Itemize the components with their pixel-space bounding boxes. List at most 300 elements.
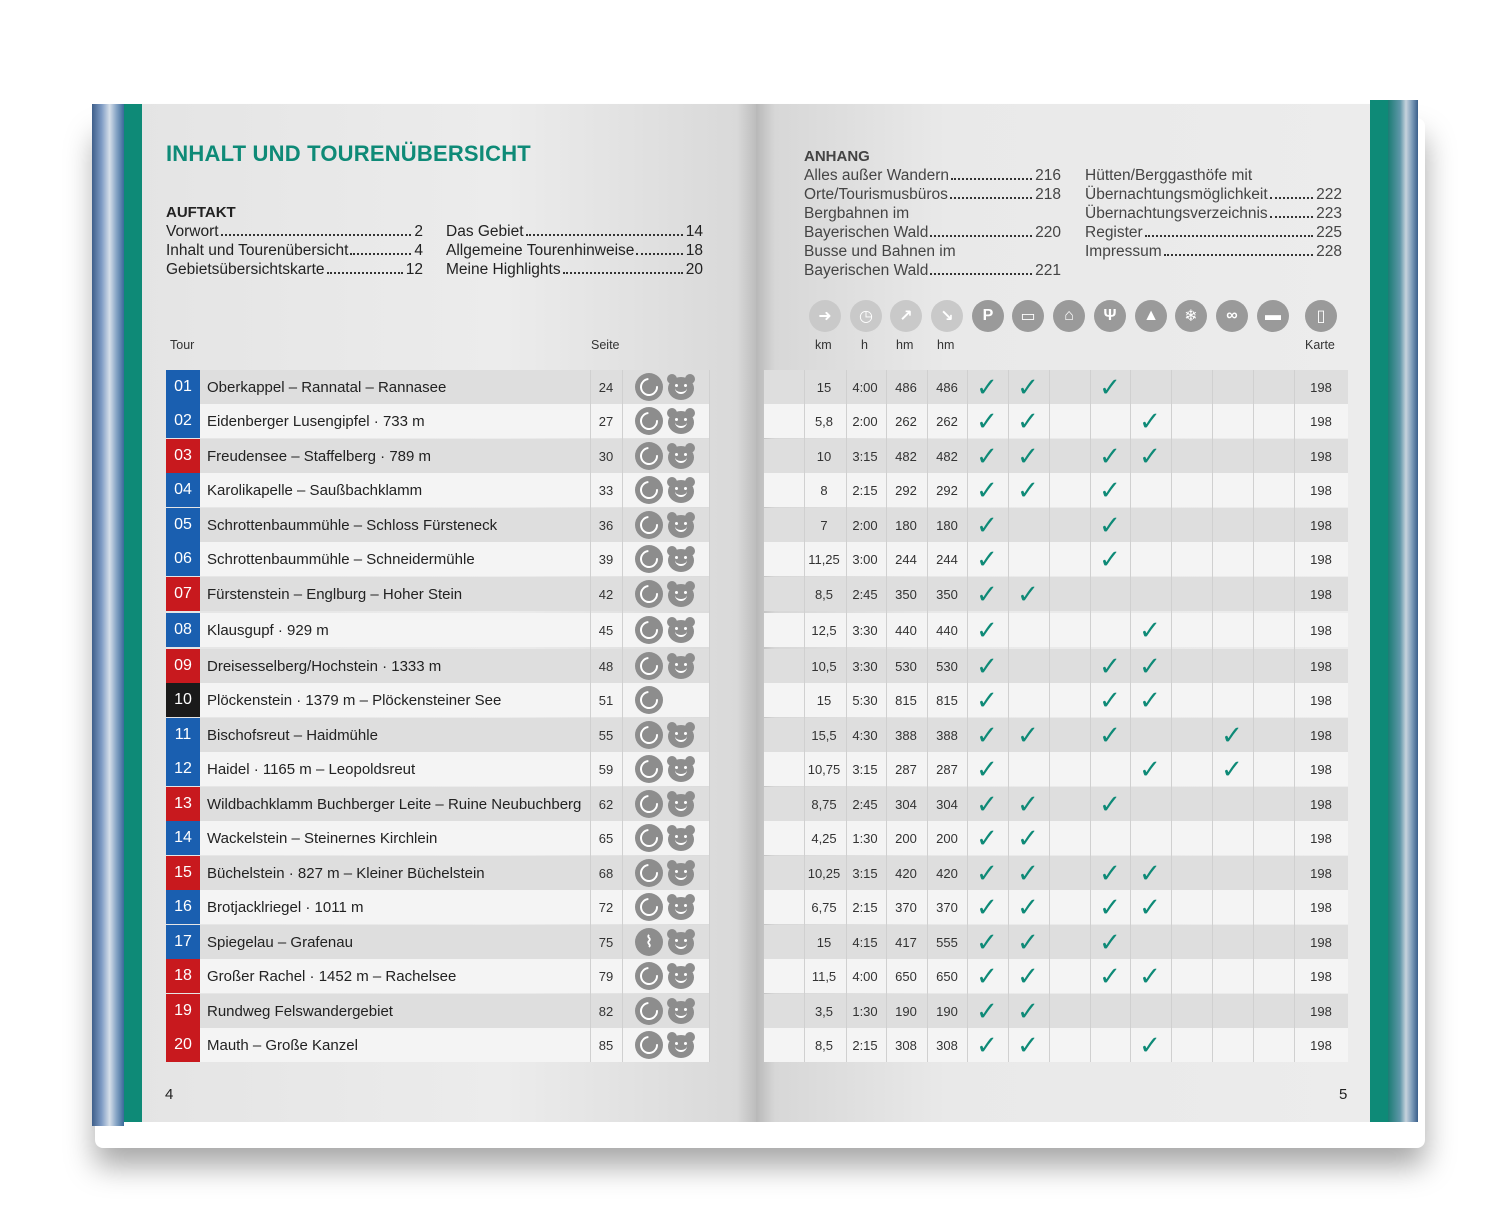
- column-divider: [1090, 370, 1091, 1062]
- tour-down: 304: [936, 796, 958, 812]
- column-divider: [1130, 370, 1131, 1062]
- tour-up: 650: [895, 968, 917, 984]
- check-icon: ✓: [976, 544, 998, 574]
- toc-entry[interactable]: [1085, 166, 1342, 185]
- tour-h: 5:30: [852, 692, 878, 708]
- check-icon: ✓: [1099, 892, 1121, 922]
- hut-icon: ▲: [1135, 300, 1167, 332]
- tour-km: 15: [816, 692, 832, 708]
- toc-entry[interactable]: [804, 204, 1061, 223]
- family-friendly-icon: [667, 1032, 695, 1058]
- page-title: INHALT UND TOURENÜBERSICHT: [166, 141, 531, 166]
- tour-karte: 198: [1310, 551, 1332, 567]
- toc-entry[interactable]: [1085, 223, 1342, 242]
- tour-name[interactable]: Karolikapelle – Saußbachklamm: [207, 481, 423, 499]
- clock-icon: ◷: [850, 300, 882, 332]
- column-divider: [1008, 370, 1009, 1062]
- tour-down: 482: [936, 448, 958, 464]
- tour-number: 20: [166, 1028, 200, 1062]
- tour-page: 85: [598, 1037, 614, 1053]
- check-icon: ✓: [976, 441, 998, 471]
- tour-karte: 198: [1310, 413, 1332, 429]
- toc-page: 225: [1316, 224, 1342, 241]
- loop-route-icon: [635, 652, 663, 680]
- column-divider: [886, 370, 887, 1062]
- toc-label: Busse und Bahnen im: [804, 243, 956, 260]
- toc-dots: [951, 166, 1032, 180]
- tour-name[interactable]: Haidel · 1165 m – Leopoldsreut: [207, 760, 416, 778]
- family-friendly-icon: [667, 894, 695, 920]
- icon-inner: [636, 963, 661, 988]
- loop-route-icon: [635, 962, 663, 990]
- toc-label: Bayerischen Wald: [804, 224, 929, 241]
- tour-number: 05: [166, 508, 200, 542]
- family-friendly-icon: [667, 443, 695, 469]
- check-icon: ✓: [1017, 720, 1039, 750]
- loop-route-icon: [635, 476, 663, 504]
- toc-page: 2: [414, 223, 423, 240]
- tour-up: 482: [895, 448, 917, 464]
- tour-name[interactable]: Schrottenbaummühle – Schneidermühle: [207, 550, 475, 568]
- check-icon: ✓: [976, 754, 998, 784]
- column-divider: [622, 370, 623, 1062]
- col-tour: Tour: [170, 338, 195, 352]
- tour-page: 79: [598, 968, 614, 984]
- teal-strip-left: [124, 104, 142, 1122]
- toc-entry[interactable]: [804, 166, 1061, 185]
- column-divider: [846, 370, 847, 1062]
- toc-label: Meine Highlights: [446, 261, 561, 278]
- tour-karte: 198: [1310, 761, 1332, 777]
- tour-km: 10,75: [807, 761, 841, 777]
- toc-page: 18: [685, 242, 703, 259]
- cable-car-icon: ⌂: [1053, 300, 1085, 332]
- loop-route-icon: [635, 407, 663, 435]
- tour-name[interactable]: Wackelstein – Steinernes Kirchlein: [207, 829, 438, 847]
- zigzag-route-icon: [635, 928, 663, 956]
- tour-number: 15: [166, 856, 200, 890]
- anhang-heading: ANHANG: [804, 148, 870, 165]
- icon-inner: [636, 477, 661, 502]
- icon-inner: ⌇: [645, 934, 653, 951]
- icon-inner: [636, 408, 661, 433]
- tour-number: 10: [166, 683, 200, 717]
- bus-icon: ▭: [1012, 300, 1044, 332]
- tour-name[interactable]: Spiegelau – Grafenau: [207, 933, 353, 951]
- tour-karte: 198: [1310, 448, 1332, 464]
- col-h: h: [861, 338, 868, 352]
- toc-entry[interactable]: [1085, 242, 1342, 261]
- tour-down: 262: [936, 413, 958, 429]
- tour-number: 02: [166, 404, 200, 438]
- tour-h: 3:15: [852, 865, 878, 881]
- toc-label: Vorwort: [166, 223, 219, 240]
- toc-dots: [930, 261, 1032, 275]
- col-km: km: [815, 338, 832, 352]
- tour-name[interactable]: Dreisesselberg/Hochstein · 1333 m: [207, 657, 442, 675]
- tour-up: 308: [895, 1037, 917, 1053]
- family-friendly-icon: [667, 374, 695, 400]
- loop-route-icon: [635, 373, 663, 401]
- check-icon: ✓: [976, 1030, 998, 1060]
- auftakt-list-1: [166, 222, 423, 279]
- tour-km: 8,5: [814, 586, 834, 602]
- check-icon: ✓: [976, 823, 998, 853]
- check-icon: ✓: [1099, 510, 1121, 540]
- tour-page: 42: [598, 586, 614, 602]
- tour-up: 304: [895, 796, 917, 812]
- tour-page: 24: [598, 379, 614, 395]
- anhang-list-2: [1085, 166, 1342, 261]
- toc-entry[interactable]: [1085, 204, 1342, 223]
- tour-number: 01: [166, 370, 200, 404]
- check-icon: ✓: [1139, 1030, 1161, 1060]
- tour-up: 190: [895, 1003, 917, 1019]
- tour-number: 16: [166, 890, 200, 924]
- tour-h: 2:15: [852, 482, 878, 498]
- toc-entry[interactable]: [804, 185, 1061, 204]
- tour-name[interactable]: Fürstenstein – Englburg – Hoher Stein: [207, 585, 463, 603]
- toc-entry[interactable]: [804, 261, 1061, 280]
- tour-name[interactable]: Freudensee – Staffelberg · 789 m: [207, 447, 432, 465]
- check-icon: ✓: [1139, 961, 1161, 991]
- tour-name[interactable]: Brotjacklriegel · 1011 m: [207, 898, 364, 916]
- check-icon: ✓: [976, 510, 998, 540]
- tour-up: 417: [895, 934, 917, 950]
- tour-karte: 198: [1310, 899, 1332, 915]
- column-divider: [1294, 370, 1295, 1062]
- check-icon: ✓: [1099, 858, 1121, 888]
- column-divider: [1171, 370, 1172, 1062]
- check-icon: ✓: [1099, 651, 1121, 681]
- check-icon: ✓: [976, 996, 998, 1026]
- column-divider: [590, 370, 591, 1062]
- tour-name[interactable]: Bischofsreut – Haidmühle: [207, 726, 378, 744]
- toc-dots: [950, 185, 1032, 199]
- tour-down: 190: [936, 1003, 958, 1019]
- check-icon: ✓: [976, 720, 998, 750]
- check-icon: ✓: [1099, 961, 1121, 991]
- tour-number: 09: [166, 649, 200, 683]
- tour-up: 350: [895, 586, 917, 602]
- check-icon: ✓: [976, 475, 998, 505]
- icon-inner: [636, 894, 661, 919]
- tour-number: 17: [166, 925, 200, 959]
- toc-label: Bergbahnen im: [804, 205, 910, 222]
- tour-km: 10,5: [811, 658, 837, 674]
- tour-name[interactable]: Großer Rachel · 1452 m – Rachelsee: [207, 967, 457, 985]
- check-icon: ✓: [1221, 720, 1243, 750]
- loop-route-icon: [635, 790, 663, 818]
- family-friendly-icon: [667, 963, 695, 989]
- parking-icon: P: [972, 300, 1004, 332]
- tour-page: 36: [598, 517, 614, 533]
- toc-entry[interactable]: [166, 260, 423, 279]
- tour-number: 19: [166, 994, 200, 1028]
- tour-km: 4,25: [811, 830, 837, 846]
- tour-name[interactable]: Plöckenstein · 1379 m – Plöckensteiner See: [207, 691, 502, 709]
- tour-karte: 198: [1310, 482, 1332, 498]
- tour-karte: 198: [1310, 865, 1332, 881]
- toc-page: 220: [1035, 224, 1061, 241]
- tour-karte: 198: [1310, 622, 1332, 638]
- check-icon: ✓: [1017, 858, 1039, 888]
- toc-entry[interactable]: [446, 260, 703, 279]
- column-divider: [1212, 370, 1213, 1062]
- tour-km: 10,25: [807, 865, 841, 881]
- tour-km: 5,8: [814, 413, 834, 429]
- family-friendly-icon: [667, 825, 695, 851]
- toc-dots: [1145, 223, 1313, 237]
- tour-km: 10: [816, 448, 832, 464]
- anhang-list-1: [804, 166, 1061, 280]
- tour-km: 15: [816, 379, 832, 395]
- check-icon: ✓: [1017, 475, 1039, 505]
- check-icon: ✓: [976, 961, 998, 991]
- check-icon: ✓: [1099, 685, 1121, 715]
- toc-label: Register: [1085, 224, 1143, 241]
- tour-up: 244: [895, 551, 917, 567]
- signpost-icon: ➜: [809, 300, 841, 332]
- check-icon: ✓: [1017, 961, 1039, 991]
- toc-entry[interactable]: [166, 222, 423, 241]
- map-icon: ▯: [1305, 300, 1337, 332]
- loop-route-icon: [635, 442, 663, 470]
- tour-name[interactable]: Mauth – Große Kanzel: [207, 1036, 358, 1054]
- tour-up: 200: [895, 830, 917, 846]
- tour-down: 650: [936, 968, 958, 984]
- loop-route-icon: [635, 824, 663, 852]
- check-icon: ✓: [1099, 372, 1121, 402]
- check-icon: ✓: [1139, 858, 1161, 888]
- toc-page: 222: [1316, 186, 1342, 203]
- tour-page: 48: [598, 658, 614, 674]
- tour-km: 3,5: [814, 1003, 834, 1019]
- check-icon: ✓: [1099, 927, 1121, 957]
- family-friendly-icon: [667, 546, 695, 572]
- tour-h: 2:15: [852, 899, 878, 915]
- col-hm-up: hm: [896, 338, 914, 352]
- family-friendly-icon: [667, 791, 695, 817]
- tour-h: 4:00: [852, 379, 878, 395]
- tour-km: 12,5: [811, 622, 837, 638]
- family-friendly-icon: [667, 929, 695, 955]
- loop-route-icon: [635, 545, 663, 573]
- tour-down: 200: [936, 830, 958, 846]
- teal-strip-right: [1370, 100, 1388, 1122]
- toc-entry[interactable]: [446, 222, 703, 241]
- loop-route-icon: [635, 511, 663, 539]
- tour-down: 287: [936, 761, 958, 777]
- tour-number: 18: [166, 959, 200, 993]
- ascent-icon: ↗: [890, 300, 922, 332]
- tour-down: 530: [936, 658, 958, 674]
- tour-up: 815: [895, 692, 917, 708]
- tour-km: 8: [820, 482, 828, 498]
- tour-name[interactable]: Schrottenbaummühle – Schloss Fürsteneck: [207, 516, 498, 534]
- tour-down: 370: [936, 899, 958, 915]
- tour-name[interactable]: Wildbachklamm Buchberger Leite – Ruine Neubuchberg: [207, 795, 582, 813]
- tour-down: 292: [936, 482, 958, 498]
- tour-h: 2:00: [852, 517, 878, 533]
- toc-label: Übernachtungsverzeichnis: [1085, 205, 1268, 222]
- check-icon: ✓: [1099, 789, 1121, 819]
- toc-page: 216: [1035, 167, 1061, 184]
- tour-page: 82: [598, 1003, 614, 1019]
- column-divider: [967, 370, 968, 1062]
- icon-inner: [636, 443, 661, 468]
- tour-h: 4:00: [852, 968, 878, 984]
- toc-entry[interactable]: [446, 241, 703, 260]
- tour-name[interactable]: Klausgupf · 929 m: [207, 621, 329, 639]
- check-icon: ✓: [976, 406, 998, 436]
- toc-dots: [221, 222, 412, 236]
- tour-karte: 198: [1310, 1003, 1332, 1019]
- tour-page: 45: [598, 622, 614, 638]
- tour-page: 68: [598, 865, 614, 881]
- check-icon: ✓: [1017, 927, 1039, 957]
- check-icon: ✓: [1017, 372, 1039, 402]
- check-icon: ✓: [1017, 789, 1039, 819]
- toc-entry[interactable]: [1085, 185, 1342, 204]
- toc-page: 14: [685, 223, 703, 240]
- tour-down: 555: [936, 934, 958, 950]
- icon-inner: [636, 374, 661, 399]
- toc-label: Bayerischen Wald: [804, 262, 929, 279]
- tour-name[interactable]: Rundweg Felswandergebiet: [207, 1002, 393, 1020]
- tour-page: 39: [598, 551, 614, 567]
- tour-h: 3:15: [852, 448, 878, 464]
- tour-down: 308: [936, 1037, 958, 1053]
- winter-icon: ❄: [1175, 300, 1207, 332]
- check-icon: ✓: [1221, 754, 1243, 784]
- check-icon: ✓: [1017, 406, 1039, 436]
- tour-karte: 198: [1310, 968, 1332, 984]
- check-icon: ✓: [976, 858, 998, 888]
- tour-up: 440: [895, 622, 917, 638]
- column-divider: [804, 370, 805, 1062]
- toc-dots: [327, 260, 403, 274]
- toc-dots: [1270, 204, 1313, 218]
- tour-number: 07: [166, 577, 200, 611]
- family-friendly-icon: [667, 998, 695, 1024]
- toc-label: Inhalt und Tourenübersicht: [166, 242, 349, 259]
- tour-down: 440: [936, 622, 958, 638]
- column-divider: [927, 370, 928, 1062]
- loop-route-icon: [635, 893, 663, 921]
- tour-name[interactable]: Eidenberger Lusengipfel · 733 m: [207, 412, 425, 430]
- tour-karte: 198: [1310, 1037, 1332, 1053]
- check-icon: ✓: [976, 372, 998, 402]
- check-icon: ✓: [1139, 651, 1161, 681]
- toc-label: Hütten/Berggasthöfe mit: [1085, 167, 1253, 184]
- tour-name[interactable]: Büchelstein · 827 m – Kleiner Büchelstein: [207, 864, 485, 882]
- accommodation-icon: ▬: [1257, 300, 1289, 332]
- loop-route-icon: [635, 1031, 663, 1059]
- tour-up: 530: [895, 658, 917, 674]
- book-edge-right: [1388, 100, 1418, 1122]
- family-friendly-icon: [667, 617, 695, 643]
- check-icon: ✓: [1017, 892, 1039, 922]
- descent-icon: ↘: [931, 300, 963, 332]
- tour-km: 11,5: [811, 968, 837, 984]
- tour-number: 13: [166, 787, 200, 821]
- tour-km: 8,5: [814, 1037, 834, 1053]
- toc-page: 223: [1316, 205, 1342, 222]
- tour-karte: 198: [1310, 727, 1332, 743]
- check-icon: ✓: [1017, 1030, 1039, 1060]
- tour-down: 486: [936, 379, 958, 395]
- tour-down: 815: [936, 692, 958, 708]
- tour-page: 59: [598, 761, 614, 777]
- check-icon: ✓: [1099, 720, 1121, 750]
- toc-dots: [563, 260, 683, 274]
- toc-entry[interactable]: [804, 242, 1061, 261]
- icon-inner: [636, 687, 661, 712]
- check-icon: ✓: [1139, 406, 1161, 436]
- toc-page: 20: [685, 261, 703, 278]
- tour-h: 1:30: [852, 830, 878, 846]
- column-divider: [1253, 370, 1254, 1062]
- col-seite: Seite: [591, 338, 620, 352]
- tour-down: 244: [936, 551, 958, 567]
- check-icon: ✓: [1139, 615, 1161, 645]
- icon-inner: [636, 825, 661, 850]
- toc-label: Orte/Tourismusbüros: [804, 186, 948, 203]
- tour-up: 486: [895, 379, 917, 395]
- tour-h: 3:30: [852, 658, 878, 674]
- tour-down: 420: [936, 865, 958, 881]
- family-friendly-icon: [667, 756, 695, 782]
- toc-dots: [636, 241, 682, 255]
- tour-number: 06: [166, 542, 200, 576]
- tour-page: 33: [598, 482, 614, 498]
- tour-karte: 198: [1310, 658, 1332, 674]
- tour-page: 27: [598, 413, 614, 429]
- tour-km: 15,5: [811, 727, 837, 743]
- tour-number: 08: [166, 613, 200, 647]
- check-icon: ✓: [1139, 892, 1161, 922]
- check-icon: ✓: [1139, 685, 1161, 715]
- page-number-right: 5: [1339, 1086, 1348, 1103]
- toc-page: 221: [1035, 262, 1061, 279]
- tour-km: 11,25: [808, 551, 840, 567]
- tour-up: 292: [895, 482, 917, 498]
- tour-number: 14: [166, 821, 200, 855]
- column-divider: [1049, 370, 1050, 1062]
- tour-h: 4:15: [852, 934, 878, 950]
- toc-page: 4: [414, 242, 423, 259]
- family-friendly-icon: [667, 722, 695, 748]
- tour-up: 180: [895, 517, 917, 533]
- toc-entry[interactable]: [166, 241, 423, 260]
- check-icon: ✓: [1139, 441, 1161, 471]
- icon-inner: [636, 617, 661, 642]
- icon-inner: [636, 546, 661, 571]
- family-friendly-icon: [667, 653, 695, 679]
- toc-label: Gebietsübersichtskarte: [166, 261, 325, 278]
- tour-karte: 198: [1310, 934, 1332, 950]
- tour-page: 65: [598, 830, 614, 846]
- check-icon: ✓: [1017, 996, 1039, 1026]
- column-divider: [709, 370, 710, 1062]
- tour-page: 72: [598, 899, 614, 915]
- loop-route-icon: [635, 859, 663, 887]
- toc-entry[interactable]: [804, 223, 1061, 242]
- toc-dots: [930, 223, 1032, 237]
- tour-name[interactable]: Oberkappel – Rannatal – Rannasee: [207, 378, 447, 396]
- check-icon: ✓: [1139, 754, 1161, 784]
